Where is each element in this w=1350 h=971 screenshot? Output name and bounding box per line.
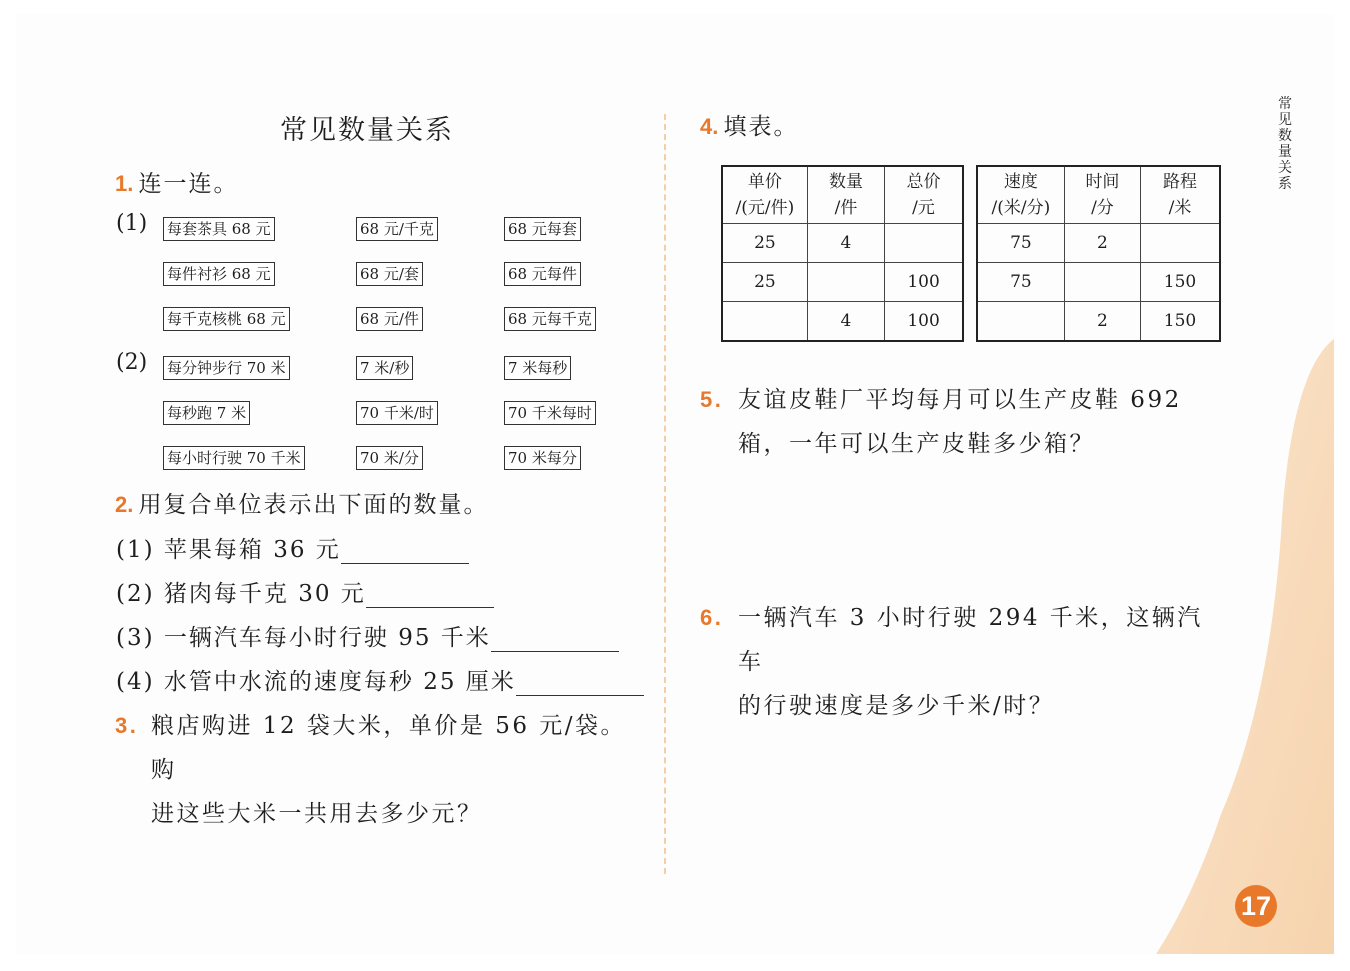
question-2-heading: [115, 486, 488, 519]
question-number: 6.: [700, 605, 724, 630]
table-header-cell: 数量 /件: [807, 166, 884, 224]
fill-item-text: (1) 苹果每箱 36 元: [116, 537, 341, 563]
match-card-left[interactable]: 每秒跑 7 米: [163, 401, 250, 425]
answer-blank[interactable]: [366, 587, 494, 608]
question-number: 3.: [115, 713, 139, 738]
question-1-heading: [115, 165, 238, 198]
fill-item: [116, 619, 619, 652]
match-card-mid[interactable]: 7 米/秒: [356, 356, 413, 380]
table-cell: 100: [885, 263, 963, 302]
question-line: 箱，一年可以生产皮鞋多少箱？: [738, 431, 1095, 457]
question-line: 一辆汽车 3 小时行驶 294 千米，这辆汽车: [738, 605, 1203, 675]
table-cell: 4: [807, 224, 884, 263]
answer-blank[interactable]: [491, 631, 619, 652]
match-card-right[interactable]: 7 米每秒: [504, 356, 571, 380]
question-text: 用复合单位表示出下面的数量。: [138, 492, 489, 518]
match-card-left[interactable]: 每分钟步行 70 米: [163, 356, 290, 380]
answer-blank[interactable]: [341, 543, 469, 564]
match-card-right[interactable]: 70 米每分: [504, 446, 581, 470]
table-cell: 75: [977, 263, 1064, 302]
question-line: 友谊皮鞋厂平均每月可以生产皮鞋 692: [738, 387, 1182, 413]
match-card-left[interactable]: 每件衬衫 68 元: [163, 262, 275, 286]
table-header-cell: 路程 /米: [1141, 166, 1220, 224]
question-number: 4.: [700, 114, 719, 139]
table-header-cell: 时间 /分: [1064, 166, 1140, 224]
question-number: 1.: [115, 171, 134, 196]
table-cell: 100: [885, 302, 963, 342]
match-card-mid[interactable]: 70 千米/时: [356, 401, 438, 425]
table-cell: 4: [807, 302, 884, 342]
part-label: (1): [116, 211, 148, 236]
page-title: 常见数量关系: [280, 115, 454, 146]
table-cell: 25: [722, 263, 807, 302]
fill-item-text: (4) 水管中水流的速度每秒 25 厘米: [116, 669, 516, 695]
price-table: [721, 165, 964, 342]
table-cell-blank[interactable]: [807, 263, 884, 302]
question-number: 2.: [115, 492, 134, 517]
question-line: 的行驶速度是多少千米/时？: [738, 693, 1055, 719]
question-4-heading: [700, 108, 798, 141]
side-tab-label: 常见数量关系: [1278, 96, 1292, 192]
table-cell-blank[interactable]: [1141, 224, 1220, 263]
table-cell: 2: [1064, 224, 1140, 263]
page-fold-divider: [664, 114, 666, 874]
match-card-left[interactable]: 每千克核桃 68 元: [163, 307, 290, 331]
fill-item: [116, 663, 644, 696]
fill-item: [116, 575, 494, 608]
table-cell: 25: [722, 224, 807, 263]
table-cell-blank[interactable]: [1064, 263, 1140, 302]
table-cell: 150: [1141, 263, 1220, 302]
match-card-right[interactable]: 68 元每套: [504, 217, 581, 241]
page-number-badge: 17: [1235, 885, 1277, 927]
table-cell: 2: [1064, 302, 1140, 342]
table-cell: 150: [1141, 302, 1220, 342]
question-line: 进这些大米一共用去多少元？: [151, 801, 483, 827]
question-line: 粮店购进 12 袋大米，单价是 56 元/袋。购: [151, 713, 627, 783]
table-header-cell: 单价 /(元/件): [722, 166, 807, 224]
table-header-cell: 总价 /元: [885, 166, 963, 224]
match-card-right[interactable]: 68 元每件: [504, 262, 581, 286]
table-cell: 75: [977, 224, 1064, 263]
fill-item: [116, 531, 469, 564]
match-card-right[interactable]: 70 千米每时: [504, 401, 596, 425]
match-card-mid[interactable]: 68 元/千克: [356, 217, 438, 241]
table-cell-blank[interactable]: [722, 302, 807, 342]
fill-item-text: (3) 一辆汽车每小时行驶 95 千米: [116, 625, 491, 651]
fill-item-text: (2) 猪肉每千克 30 元: [116, 581, 366, 607]
speed-table: [976, 165, 1221, 342]
table-header-cell: 速度 /(米/分): [977, 166, 1064, 224]
question-text: 连一连。: [138, 171, 239, 197]
question-6: [700, 596, 1220, 728]
table-cell-blank[interactable]: [885, 224, 963, 263]
match-card-left[interactable]: 每套茶具 68 元: [163, 217, 275, 241]
table-cell-blank[interactable]: [977, 302, 1064, 342]
match-card-right[interactable]: 68 元每千克: [504, 307, 596, 331]
match-card-mid[interactable]: 68 元/套: [356, 262, 423, 286]
question-number: 5.: [700, 387, 724, 412]
question-3: [115, 704, 635, 836]
match-card-mid[interactable]: 68 元/件: [356, 307, 423, 331]
question-5: [700, 378, 1220, 466]
match-card-left[interactable]: 每小时行驶 70 千米: [163, 446, 305, 470]
question-text: 填表。: [723, 114, 799, 140]
part-label: (2): [116, 350, 148, 375]
answer-blank[interactable]: [516, 675, 644, 696]
match-card-mid[interactable]: 70 米/分: [356, 446, 423, 470]
